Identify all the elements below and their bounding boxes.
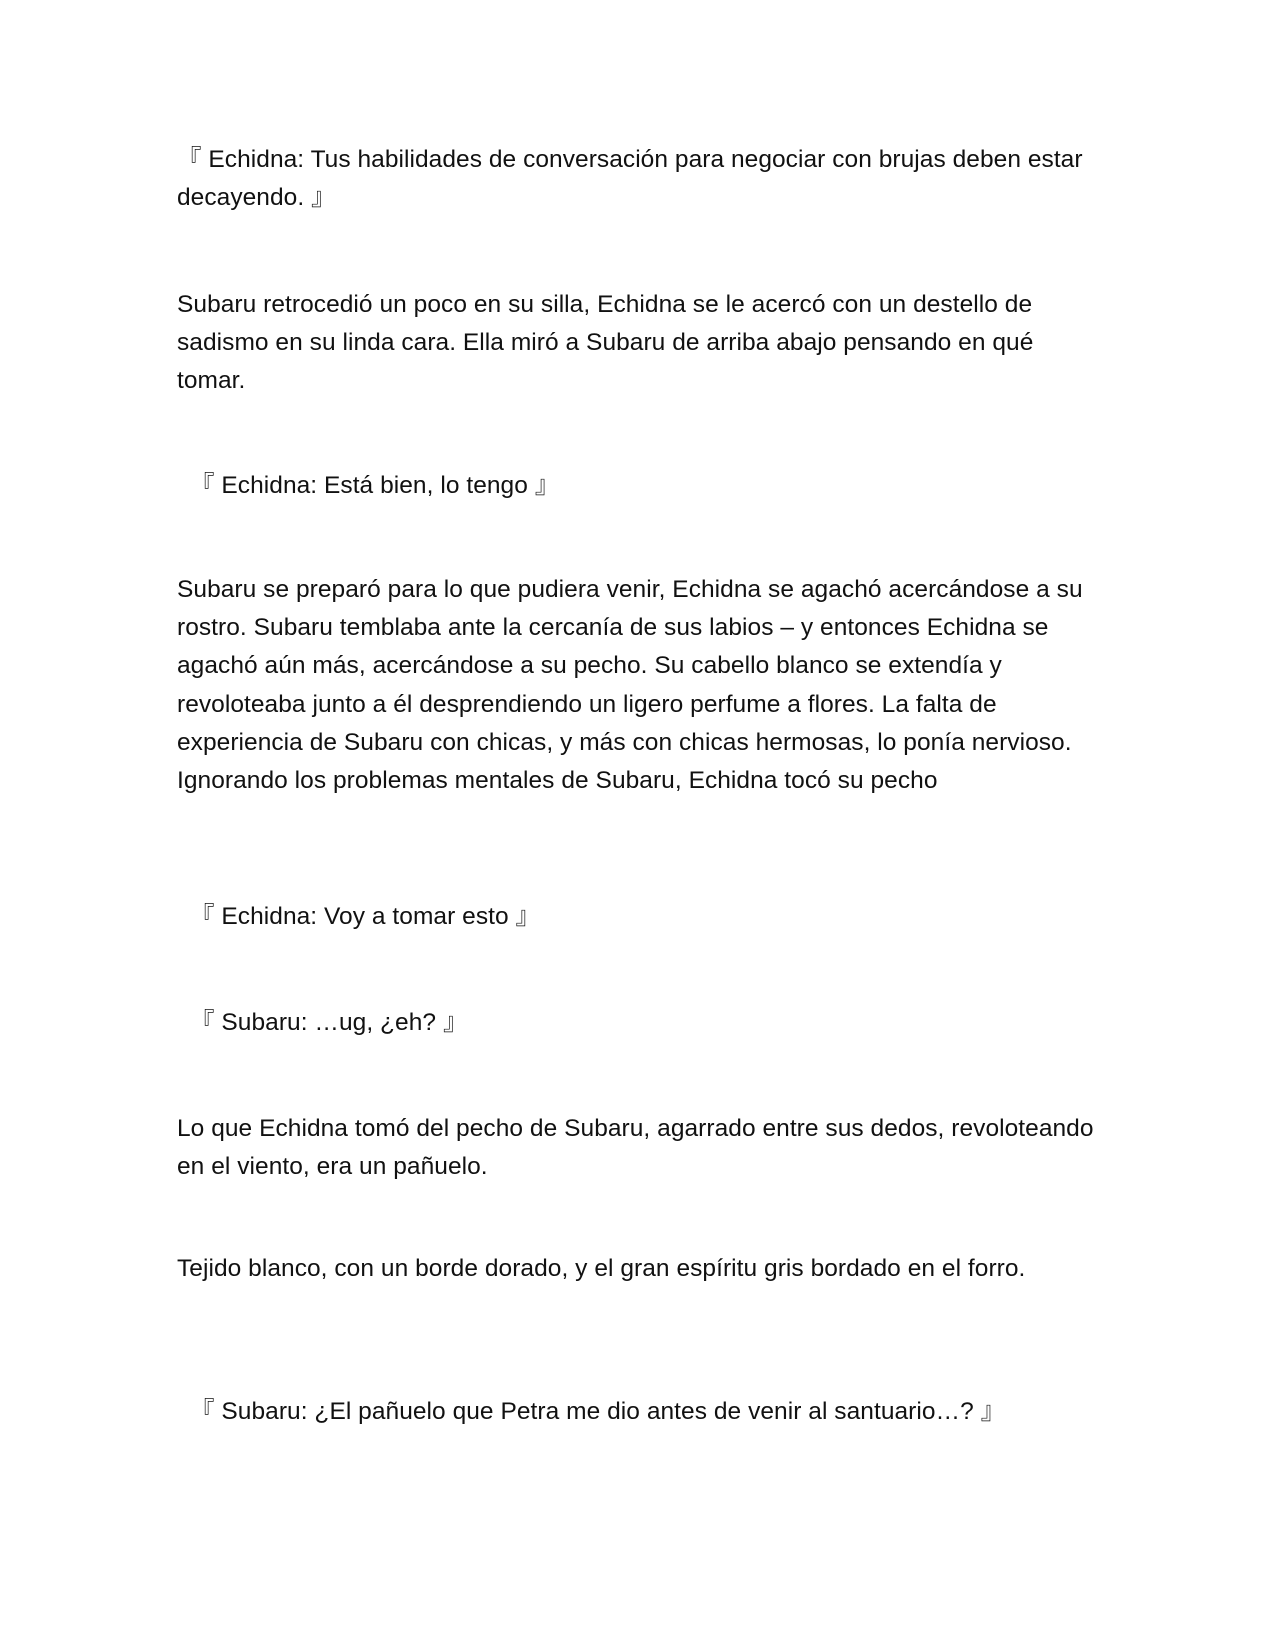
narration-paragraph: Subaru se preparó para lo que pudiera venir, Echidna se agachó acercándose a su rostro. Subaru temblaba ante la cercanía de sus labios – y entonces Echidna se agachó aún más, acercándose a su pecho. Su cabello blanco se extendía y revoloteaba junto a él desprendiendo un ligero perfume a flores. La falta de experiencia de Subaru con chicas, y más con chicas hermosas, lo ponía nervioso. Ignorando los problemas mentales de Subaru, Echidna tocó su pecho — [177, 576, 1083, 795]
narration-paragraph: Subaru retrocedió un poco en su silla, Echidna se le acercó con un destello de sadismo en su linda cara. Ella miró a Subaru de arriba abajo pensando en qué tomar. — [177, 291, 1034, 395]
dialogue-paragraph: 『 Echidna: Voy a tomar esto 』 — [190, 903, 541, 930]
dialogue-paragraph: 『 Subaru: ¿El pañuelo que Petra me dio antes de venir al santuario…? 』 — [190, 1398, 1006, 1425]
dialogue-paragraph: 『 Subaru: …ug, ¿eh? 』 — [190, 1009, 468, 1036]
narration-paragraph: Lo que Echidna tomó del pecho de Subaru, agarrado entre sus dedos, revoloteando en el viento, era un pañuelo. — [177, 1115, 1094, 1181]
narration-paragraph: Tejido blanco, con un borde dorado, y el gran espíritu gris bordado en el forro. — [177, 1255, 1026, 1282]
dialogue-paragraph: 『 Echidna: Tus habilidades de conversación para negociar con brujas deben estar decayendo. 』 — [177, 146, 1083, 212]
dialogue-paragraph: 『 Echidna: Está bien, lo tengo 』 — [190, 472, 560, 499]
